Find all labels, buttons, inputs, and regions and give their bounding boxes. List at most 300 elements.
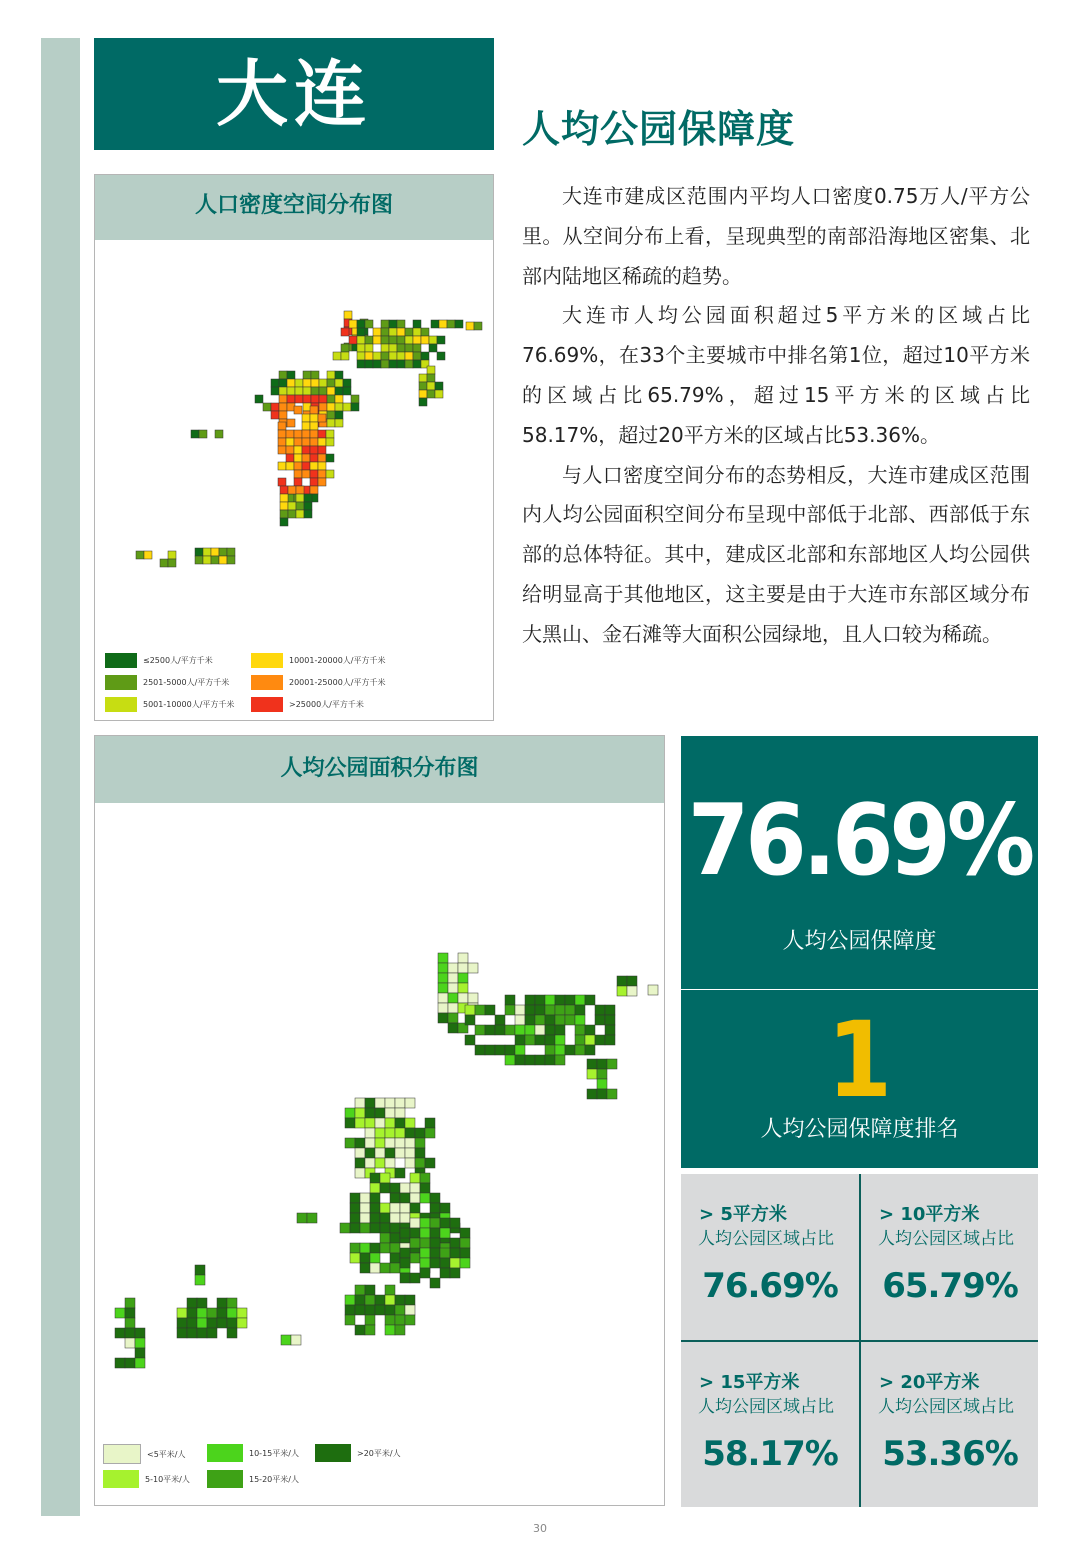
map-grid-cell: [191, 430, 199, 438]
map-grid-cell: [475, 1025, 485, 1035]
threshold-grid: [681, 1174, 1038, 1507]
map-grid-cell: [294, 446, 302, 454]
map-grid-cell: [448, 1013, 458, 1023]
map-grid-cell: [370, 1173, 380, 1183]
map-grid-cell: [355, 1295, 365, 1305]
map-grid-cell: [287, 371, 295, 379]
map-grid-cell: [485, 1045, 495, 1055]
map-grid-cell: [435, 382, 443, 390]
map-grid-cell: [345, 1295, 355, 1305]
park-legend-item: [103, 1470, 190, 1488]
map-grid-cell: [375, 1148, 385, 1158]
map-grid-cell: [447, 320, 455, 328]
map-grid-cell: [389, 328, 397, 336]
map-grid-cell: [515, 1045, 525, 1055]
map-grid-cell: [565, 1015, 575, 1025]
map-grid-cell: [465, 1015, 475, 1025]
map-grid-cell: [545, 1015, 555, 1025]
map-grid-cell: [515, 1015, 525, 1025]
map-grid-cell: [355, 1158, 365, 1168]
map-grid-cell: [355, 1118, 365, 1128]
map-grid-cell: [286, 454, 294, 462]
map-grid-cell: [373, 336, 381, 344]
threshold-value: 58.17%: [702, 1434, 838, 1474]
map-grid-cell: [319, 403, 327, 411]
map-grid-cell: [373, 360, 381, 368]
map-grid-cell: [227, 548, 235, 556]
map-grid-cell: [286, 462, 294, 470]
map-grid-cell: [310, 454, 318, 462]
density-legend-item: [105, 653, 213, 668]
map-grid-cell: [535, 1035, 545, 1045]
map-grid-cell: [279, 371, 287, 379]
map-grid-cell: [211, 548, 219, 556]
map-grid-cell: [370, 1243, 380, 1253]
map-grid-cell: [335, 411, 343, 419]
map-grid-cell: [373, 352, 381, 360]
map-grid-cell: [278, 430, 286, 438]
paragraph-2: 大连市人均公园面积超过5平方米的区域占比76.69%，在33个主要城市中排名第1位，超过10平方米的区域占比65.79%，超过15平方米的区域占比58.17%，超过20平方米的区域占比53.36%。: [522, 303, 1030, 447]
map-grid-cell: [405, 1128, 415, 1138]
map-grid-cell: [295, 379, 303, 387]
map-grid-cell: [420, 1268, 430, 1278]
map-grid-cell: [607, 1089, 617, 1099]
map-grid-cell: [375, 1098, 385, 1108]
map-grid-cell: [605, 1035, 615, 1045]
map-grid-cell: [326, 470, 334, 478]
map-grid-cell: [597, 1089, 607, 1099]
map-grid-cell: [605, 1005, 615, 1015]
park-legend: [95, 1436, 664, 1501]
map-grid-cell: [585, 1035, 595, 1045]
map-grid-cell: [405, 1138, 415, 1148]
map-grid-cell: [565, 1005, 575, 1015]
map-grid-cell: [430, 1193, 440, 1203]
map-grid-cell: [357, 336, 365, 344]
map-grid-cell: [385, 1128, 395, 1138]
map-grid-cell: [280, 518, 288, 526]
map-grid-cell: [381, 360, 389, 368]
threshold-label: > 10平方米: [879, 1204, 980, 1225]
map-grid-cell: [373, 328, 381, 336]
map-grid-cell: [410, 1173, 420, 1183]
map-grid-cell: [365, 1118, 375, 1128]
map-grid-cell: [440, 1268, 450, 1278]
map-grid-cell: [355, 1148, 365, 1158]
map-grid-cell: [440, 1258, 450, 1268]
map-grid-cell: [505, 1025, 515, 1035]
map-grid-cell: [585, 995, 595, 1005]
map-grid-cell: [360, 1263, 370, 1273]
map-grid-cell: [365, 1315, 375, 1325]
map-grid-cell: [395, 1128, 405, 1138]
map-grid-cell: [438, 993, 448, 1003]
park-legend-item: [207, 1470, 299, 1488]
map-grid-cell: [420, 1258, 430, 1268]
map-grid-cell: [286, 446, 294, 454]
map-grid-cell: [279, 403, 287, 411]
map-grid-cell: [187, 1318, 197, 1328]
map-grid-cell: [385, 1138, 395, 1148]
map-grid-cell: [160, 559, 168, 567]
map-grid-cell: [303, 371, 311, 379]
density-legend-item: [105, 675, 229, 690]
map-grid-cell: [365, 344, 373, 352]
density-map-title: 人口密度空间分布图: [95, 175, 493, 240]
threshold-value: 65.79%: [882, 1266, 1018, 1306]
threshold-desc: 人均公园区域占比: [878, 1397, 1014, 1417]
map-grid-cell: [217, 1298, 227, 1308]
map-grid-cell: [318, 446, 326, 454]
map-grid-cell: [555, 1045, 565, 1055]
map-grid-cell: [349, 320, 357, 328]
map-grid-cell: [350, 1193, 360, 1203]
map-grid-cell: [438, 1013, 448, 1023]
map-grid-cell: [381, 336, 389, 344]
park-legend-item: [315, 1444, 401, 1462]
map-grid-cell: [429, 336, 437, 344]
map-grid-cell: [420, 1238, 430, 1248]
threshold-value: 53.36%: [882, 1434, 1018, 1474]
map-grid-cell: [365, 1108, 375, 1118]
map-grid-cell: [410, 1218, 420, 1228]
map-grid-cell: [327, 371, 335, 379]
legend-label: >25000人/平方千米: [289, 700, 364, 709]
legend-swatch: [251, 653, 283, 668]
park-map-graphic: [95, 803, 664, 1423]
map-grid-cell: [430, 1238, 440, 1248]
map-grid-cell: [545, 1035, 555, 1045]
map-grid-cell: [515, 1025, 525, 1035]
map-grid-cell: [294, 454, 302, 462]
map-grid-cell: [318, 470, 326, 478]
map-grid-cell: [565, 1045, 575, 1055]
map-grid-cell: [405, 328, 413, 336]
threshold-cell: [681, 1342, 859, 1508]
map-grid-cell: [355, 1285, 365, 1295]
map-grid-cell: [302, 446, 310, 454]
map-grid-cell: [335, 371, 343, 379]
map-grid-cell: [207, 1318, 217, 1328]
map-grid-cell: [207, 1308, 217, 1318]
park-map-panel: [94, 735, 665, 1506]
map-grid-cell: [294, 438, 302, 446]
map-grid-cell: [357, 360, 365, 368]
map-grid-cell: [595, 1015, 605, 1025]
map-grid-cell: [420, 1183, 430, 1193]
map-grid-cell: [505, 1005, 515, 1015]
map-grid-cell: [355, 1305, 365, 1315]
map-grid-cell: [355, 1168, 365, 1178]
map-grid-cell: [370, 1183, 380, 1193]
map-grid-cell: [405, 360, 413, 368]
map-grid-cell: [400, 1228, 410, 1238]
map-grid-cell: [450, 1238, 460, 1248]
map-grid-cell: [420, 1193, 430, 1203]
map-grid-cell: [279, 395, 287, 403]
map-grid-cell: [400, 1213, 410, 1223]
map-grid-cell: [400, 1248, 410, 1258]
map-grid-cell: [450, 1258, 460, 1268]
map-grid-cell: [405, 352, 413, 360]
map-grid-cell: [427, 366, 435, 374]
park-legend-item: [207, 1444, 299, 1462]
map-grid-cell: [395, 1118, 405, 1128]
map-grid-cell: [555, 1055, 565, 1065]
map-grid-cell: [345, 1118, 355, 1128]
map-grid-cell: [360, 1243, 370, 1253]
map-grid-cell: [195, 556, 203, 564]
map-grid-cell: [448, 993, 458, 1003]
map-grid-cell: [440, 1218, 450, 1228]
map-grid-cell: [327, 419, 335, 427]
map-grid-cell: [429, 344, 437, 352]
map-grid-cell: [344, 311, 352, 319]
map-grid-cell: [405, 1315, 415, 1325]
map-grid-cell: [177, 1308, 187, 1318]
map-grid-cell: [327, 379, 335, 387]
map-grid-cell: [545, 995, 555, 1005]
map-grid-cell: [287, 379, 295, 387]
map-grid-cell: [400, 1203, 410, 1213]
legend-label: <5平米/人: [147, 1449, 186, 1459]
map-grid-cell: [390, 1233, 400, 1243]
map-grid-cell: [397, 352, 405, 360]
map-grid-cell: [278, 438, 286, 446]
map-grid-cell: [294, 478, 302, 486]
map-grid-cell: [410, 1253, 420, 1263]
map-grid-cell: [430, 1203, 440, 1213]
map-grid-cell: [343, 403, 351, 411]
map-grid-cell: [515, 1055, 525, 1065]
map-grid-cell: [365, 320, 373, 328]
map-grid-cell: [286, 438, 294, 446]
map-grid-cell: [310, 414, 318, 422]
map-grid-cell: [545, 1025, 555, 1035]
map-grid-cell: [466, 322, 474, 330]
map-grid-cell: [505, 1055, 515, 1065]
map-grid-cell: [335, 387, 343, 395]
map-grid-cell: [360, 1253, 370, 1263]
map-grid-cell: [326, 430, 334, 438]
map-grid-cell: [197, 1328, 207, 1338]
map-grid-cell: [375, 1158, 385, 1168]
park-legend-item: [103, 1444, 186, 1464]
map-grid-cell: [203, 556, 211, 564]
map-grid-cell: [365, 1305, 375, 1315]
map-grid-cell: [294, 406, 302, 414]
legend-label: 2501-5000人/平方千米: [143, 678, 230, 687]
map-grid-cell: [271, 403, 279, 411]
map-grid-cell: [458, 983, 468, 993]
map-grid-cell: [495, 1015, 505, 1025]
map-grid-cell: [495, 1025, 505, 1035]
map-grid-cell: [345, 1108, 355, 1118]
legend-label: 15-20平米/人: [249, 1474, 299, 1484]
map-grid-cell: [395, 1098, 405, 1108]
map-grid-cell: [575, 1045, 585, 1055]
map-grid-cell: [587, 1089, 597, 1099]
map-grid-cell: [535, 1055, 545, 1065]
threshold-label: > 20平方米: [879, 1372, 980, 1393]
map-grid-cell: [389, 360, 397, 368]
map-grid-cell: [318, 454, 326, 462]
map-grid-cell: [395, 1325, 405, 1335]
map-grid-cell: [115, 1358, 125, 1368]
map-grid-cell: [211, 556, 219, 564]
map-grid-cell: [365, 1158, 375, 1168]
map-grid-cell: [318, 462, 326, 470]
map-grid-cell: [437, 352, 445, 360]
map-grid-cell: [370, 1203, 380, 1213]
density-legend-item: [251, 697, 364, 712]
map-grid-cell: [302, 430, 310, 438]
map-grid-cell: [397, 360, 405, 368]
map-grid-cell: [410, 1273, 420, 1283]
map-grid-cell: [227, 556, 235, 564]
map-grid-cell: [390, 1223, 400, 1233]
map-grid-cell: [545, 1045, 555, 1055]
map-grid-cell: [458, 963, 468, 973]
map-grid-cell: [217, 1308, 227, 1318]
map-grid-cell: [427, 382, 435, 390]
map-grid-cell: [350, 1203, 360, 1213]
map-grid-cell: [410, 1183, 420, 1193]
map-grid-cell: [413, 352, 421, 360]
map-grid-cell: [575, 1015, 585, 1025]
map-grid-cell: [410, 1238, 420, 1248]
map-grid-cell: [360, 1223, 370, 1233]
park-map-title: 人均公园面积分布图: [95, 736, 664, 803]
map-grid-cell: [280, 486, 288, 494]
legend-swatch: [103, 1444, 141, 1464]
map-grid-cell: [440, 1203, 450, 1213]
map-grid-cell: [385, 1098, 395, 1108]
legend-label: 5-10平米/人: [145, 1474, 190, 1484]
map-grid-cell: [627, 976, 637, 986]
map-grid-cell: [365, 1138, 375, 1148]
map-grid-cell: [355, 1138, 365, 1148]
map-grid-cell: [395, 1168, 405, 1178]
map-grid-cell: [397, 336, 405, 344]
map-grid-cell: [585, 1025, 595, 1035]
map-grid-cell: [465, 1005, 475, 1015]
map-grid-cell: [405, 1158, 415, 1168]
map-grid-cell: [296, 510, 304, 518]
map-grid-cell: [115, 1308, 125, 1318]
map-grid-cell: [365, 352, 373, 360]
map-grid-cell: [474, 322, 482, 330]
map-grid-cell: [343, 387, 351, 395]
map-grid-cell: [351, 395, 359, 403]
map-grid-cell: [421, 328, 429, 336]
map-grid-cell: [535, 1015, 545, 1025]
map-grid-cell: [365, 336, 373, 344]
map-grid-cell: [468, 993, 478, 1003]
map-grid-cell: [327, 395, 335, 403]
map-grid-cell: [380, 1183, 390, 1193]
map-grid-cell: [335, 379, 343, 387]
map-grid-cell: [440, 1228, 450, 1238]
map-grid-cell: [430, 1218, 440, 1228]
map-grid-cell: [318, 414, 326, 422]
map-grid-cell: [448, 1023, 458, 1033]
map-grid-cell: [349, 336, 357, 344]
map-grid-cell: [380, 1243, 390, 1253]
threshold-desc: 人均公园区域占比: [698, 1229, 834, 1249]
map-grid-cell: [195, 1275, 205, 1285]
legend-swatch: [105, 653, 137, 668]
map-grid-cell: [237, 1318, 247, 1328]
map-grid-cell: [365, 1098, 375, 1108]
map-grid-cell: [525, 1005, 535, 1015]
map-grid-cell: [199, 430, 207, 438]
legend-swatch: [207, 1444, 243, 1462]
map-grid-cell: [296, 502, 304, 510]
map-grid-cell: [125, 1298, 135, 1308]
map-grid-cell: [355, 1098, 365, 1108]
map-grid-cell: [187, 1308, 197, 1318]
map-grid-cell: [485, 1025, 495, 1035]
map-grid-cell: [343, 379, 351, 387]
left-accent-bar: [41, 38, 80, 1516]
map-grid-cell: [335, 395, 343, 403]
legend-label: 10-15平米/人: [249, 1448, 299, 1458]
map-grid-cell: [310, 406, 318, 414]
map-grid-cell: [219, 548, 227, 556]
map-grid-cell: [335, 403, 343, 411]
map-grid-cell: [439, 320, 447, 328]
map-grid-cell: [515, 1035, 525, 1045]
rank-value: 1: [826, 999, 893, 1121]
map-grid-cell: [419, 390, 427, 398]
map-grid-cell: [605, 1015, 615, 1025]
map-grid-cell: [279, 387, 287, 395]
map-grid-cell: [135, 1358, 145, 1368]
map-grid-cell: [385, 1118, 395, 1128]
map-grid-cell: [135, 1348, 145, 1358]
map-grid-cell: [438, 953, 448, 963]
legend-swatch: [251, 697, 283, 712]
map-grid-cell: [389, 344, 397, 352]
map-grid-cell: [585, 1045, 595, 1055]
map-grid-cell: [458, 953, 468, 963]
map-grid-cell: [271, 379, 279, 387]
map-grid-cell: [555, 1025, 565, 1035]
map-grid-cell: [455, 320, 463, 328]
map-grid-cell: [390, 1263, 400, 1273]
map-grid-cell: [427, 390, 435, 398]
map-grid-cell: [319, 387, 327, 395]
map-grid-cell: [303, 379, 311, 387]
map-grid-cell: [415, 1128, 425, 1138]
map-grid-cell: [227, 1318, 237, 1328]
map-grid-cell: [227, 1308, 237, 1318]
map-grid-cell: [617, 976, 627, 986]
map-grid-cell: [375, 1128, 385, 1138]
map-grid-cell: [385, 1325, 395, 1335]
map-grid-cell: [288, 510, 296, 518]
map-grid-cell: [370, 1263, 380, 1273]
map-grid-cell: [425, 1158, 435, 1168]
map-grid-cell: [288, 502, 296, 510]
map-grid-cell: [310, 478, 318, 486]
map-grid-cell: [294, 430, 302, 438]
map-grid-cell: [605, 1025, 615, 1035]
map-grid-cell: [360, 1213, 370, 1223]
map-grid-cell: [287, 395, 295, 403]
map-grid-cell: [415, 1148, 425, 1158]
